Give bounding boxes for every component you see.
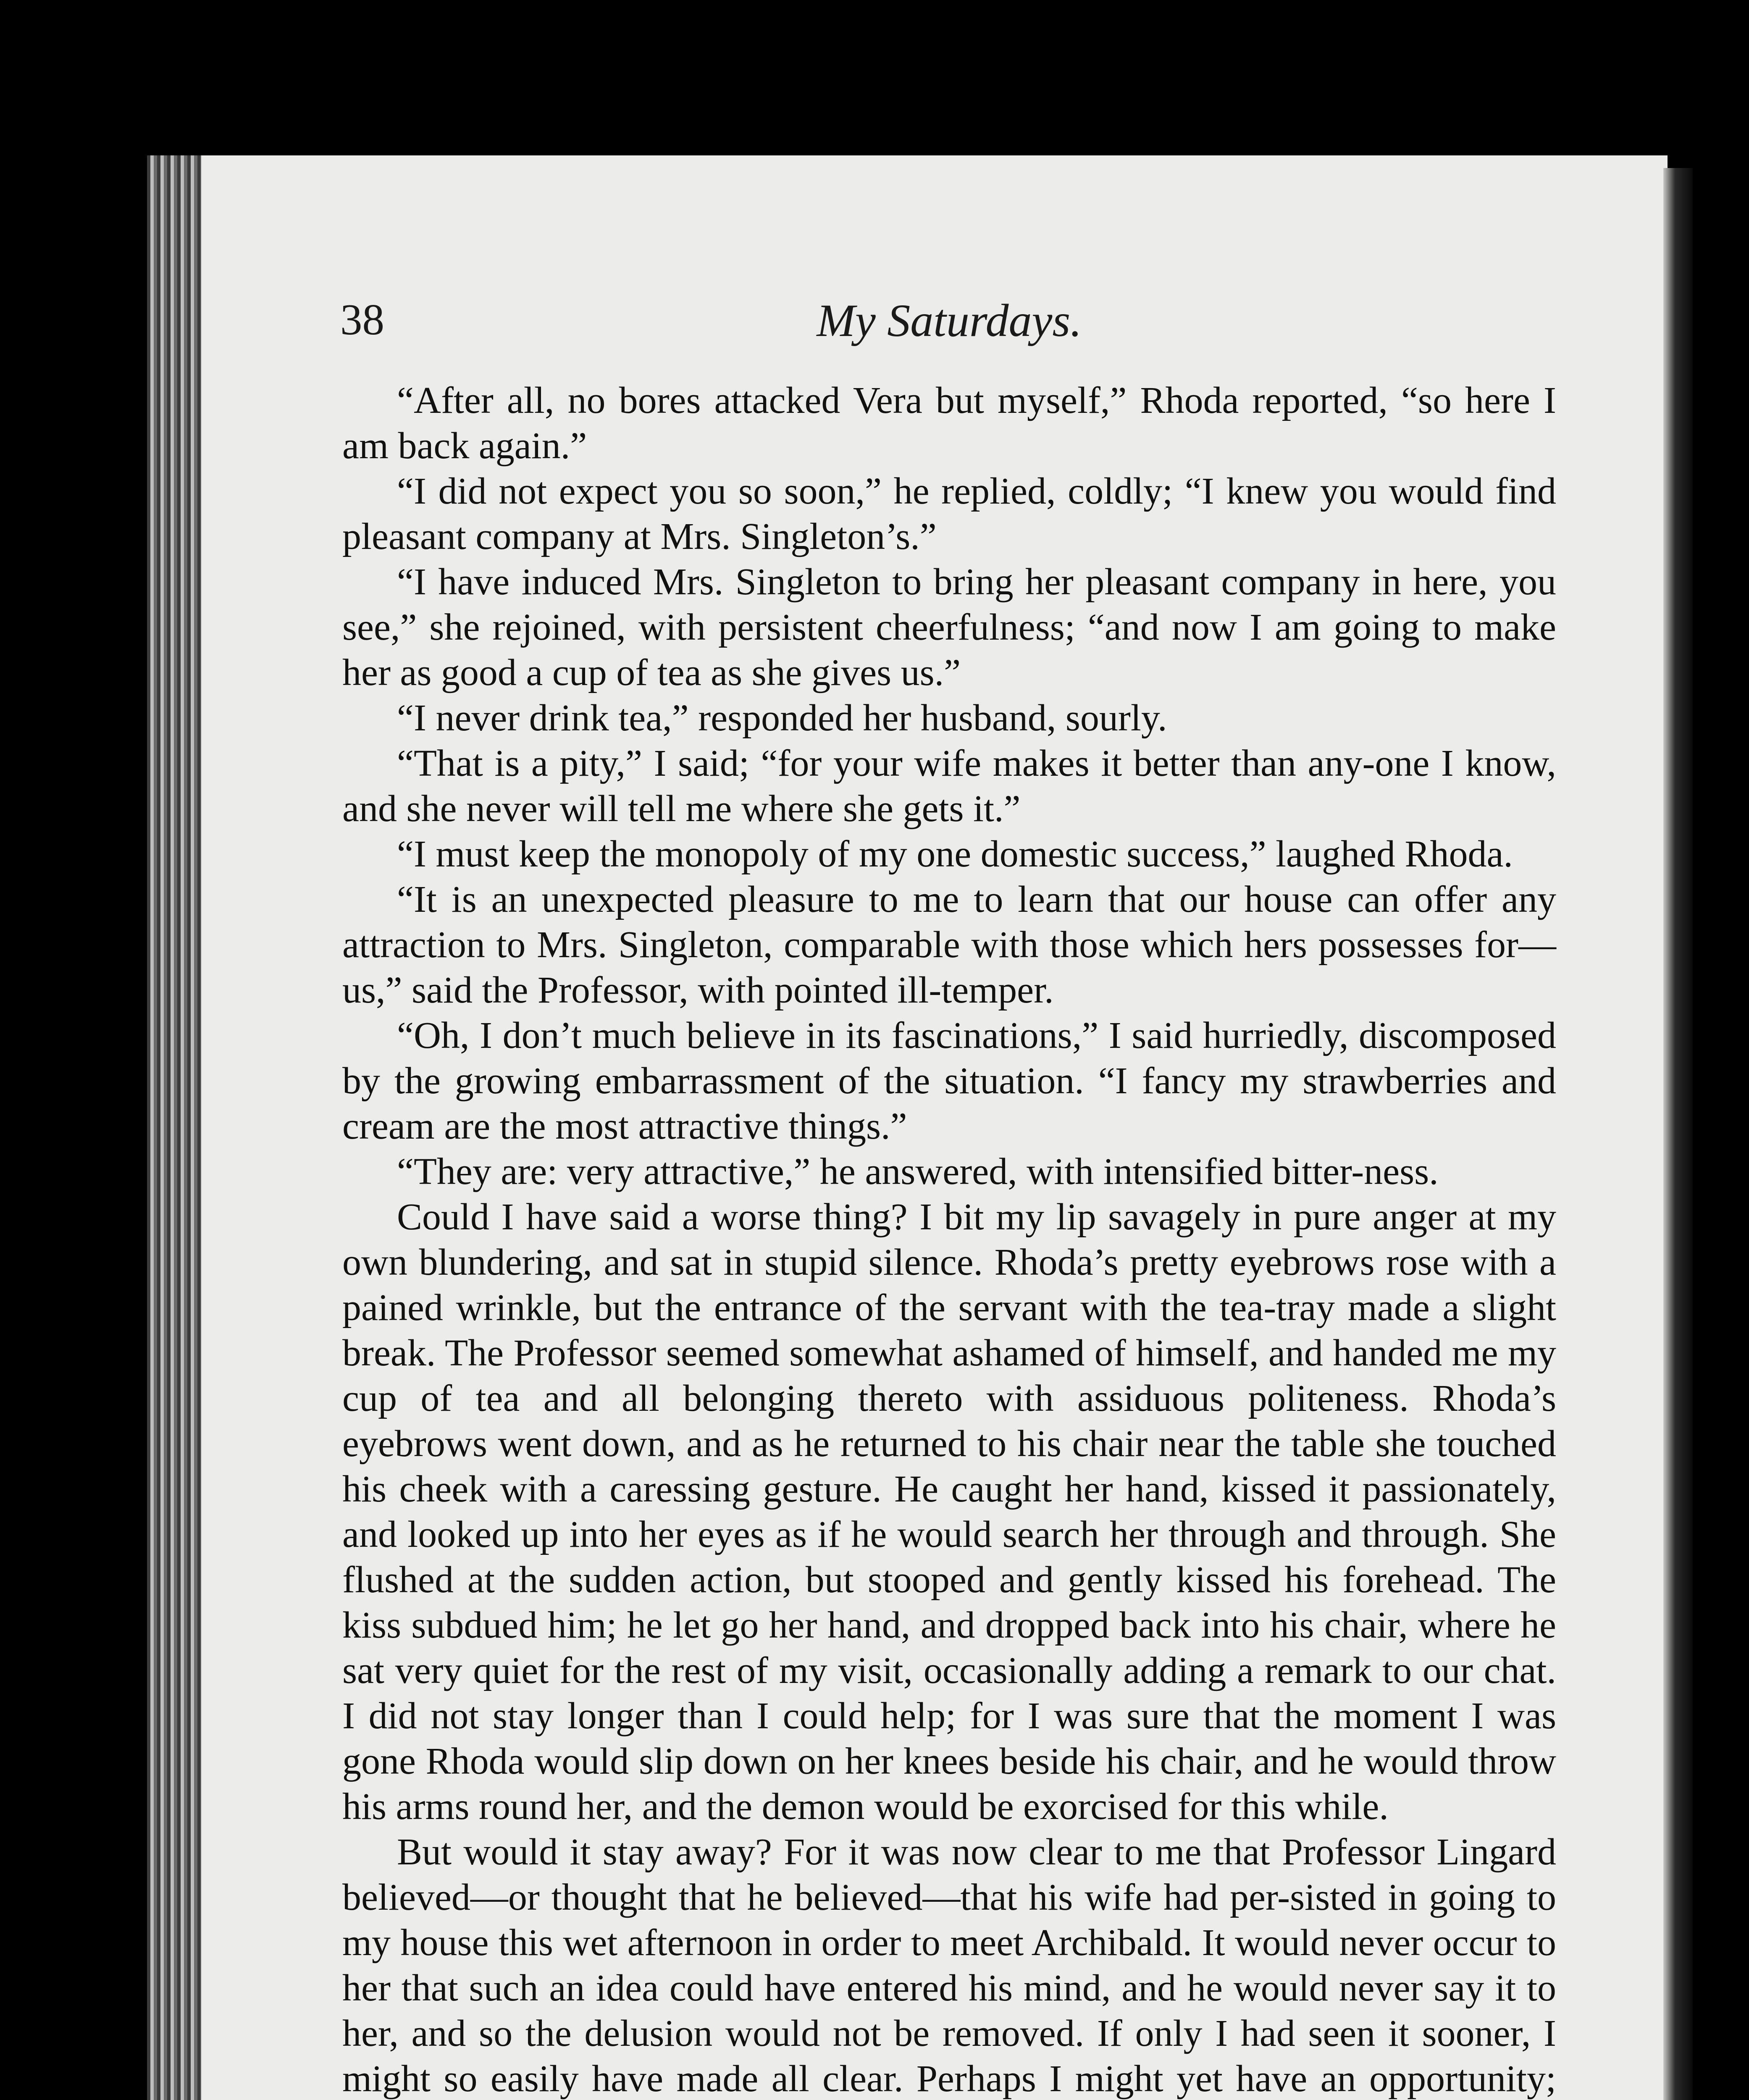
paragraph: “That is a pity,” I said; “for your wife makes it better than any-one I know, and she never will tell me where she gets it.” — [342, 743, 1556, 830]
paragraph: “I have induced Mrs. Singleton to bring her pleasant company in here, you see,” she rejoined, with persistent cheerfulness; “and now I am going to make her as good a cup of tea as she gives us.” — [342, 561, 1556, 693]
paragraph: “After all, no bores attacked Vera but myself,” Rhoda reported, “so here I am back again.” — [342, 380, 1556, 467]
page-right-edge — [1663, 168, 1693, 2100]
body-text — [342, 378, 1556, 2100]
page-title: My Saturdays. — [817, 295, 1082, 346]
paragraph: “They are: very attractive,” he answered, with intensified bitter-ness. — [397, 1151, 1439, 1192]
paragraph: “I did not expect you so soon,” he replied, coldly; “I knew you would find pleasant company at Mrs. Singleton’s.” — [342, 470, 1556, 557]
paragraph: “It is an unexpected pleasure to me to learn that our house can offer any attraction to Mrs. Singleton, comparable with those which hers possesses for—us,” said the Professor, with pointed ill-temper. — [342, 879, 1556, 1011]
paragraph: “Oh, I don’t much believe in its fascinations,” I said hurriedly, discomposed by the growing embarrassment of the situation. “I fancy my strawberries and cream are the most attractive things.” — [342, 1015, 1556, 1147]
paragraph: Could I have said a worse thing? I bit my lip savagely in pure anger at my own blundering, and sat in stupid silence. Rhoda’s pretty eyebrows rose with a pained wrinkle, but the entrance of the servant with the tea-tray made a slight break. The Professor seemed somewhat ashamed of himself, and handed me my cup of tea and all belonging thereto with assiduous politeness. Rhoda’s eyebrows went down, and as he returned to his chair near the table she touched his cheek with a caressing gesture. He caught her hand, kissed it passionately, and looked up into her eyes as if he would search her through and through. She flushed at the sudden action, but stooped and gently kissed his forehead. The kiss subdued him; he let go her hand, and dropped back into his chair, where he sat very quiet for the rest of my visit, occasionally adding a remark to our chat. I did not stay longer than I could help; for I was sure that the moment I was gone Rhoda would slip down on her knees beside his chair, and he would throw his arms round her, and the demon would be exorcised for this while. — [342, 1196, 1556, 1827]
paragraph: “I must keep the monopoly of my one domestic success,” laughed Rhoda. — [397, 833, 1513, 875]
running-head — [340, 294, 1558, 353]
paragraph: But would it stay away? For it was now clear to me that Professor Lingard believed—or thought that he believed—that his wife had per-sisted in going to my house this wet afternoon in order to meet Archibald. It would never occur to her that such an idea could have entered his mind, and he would never say it to her, and so the delusion would not be removed. If only I had seen it sooner, I might so easily have made all clear. Perhaps I might yet have an opportunity; — [342, 1831, 1556, 2100]
page-binding-edge — [147, 155, 202, 2100]
page-number: 38 — [340, 295, 384, 344]
paragraph: “I never drink tea,” responded her husband, sourly. — [397, 697, 1167, 739]
